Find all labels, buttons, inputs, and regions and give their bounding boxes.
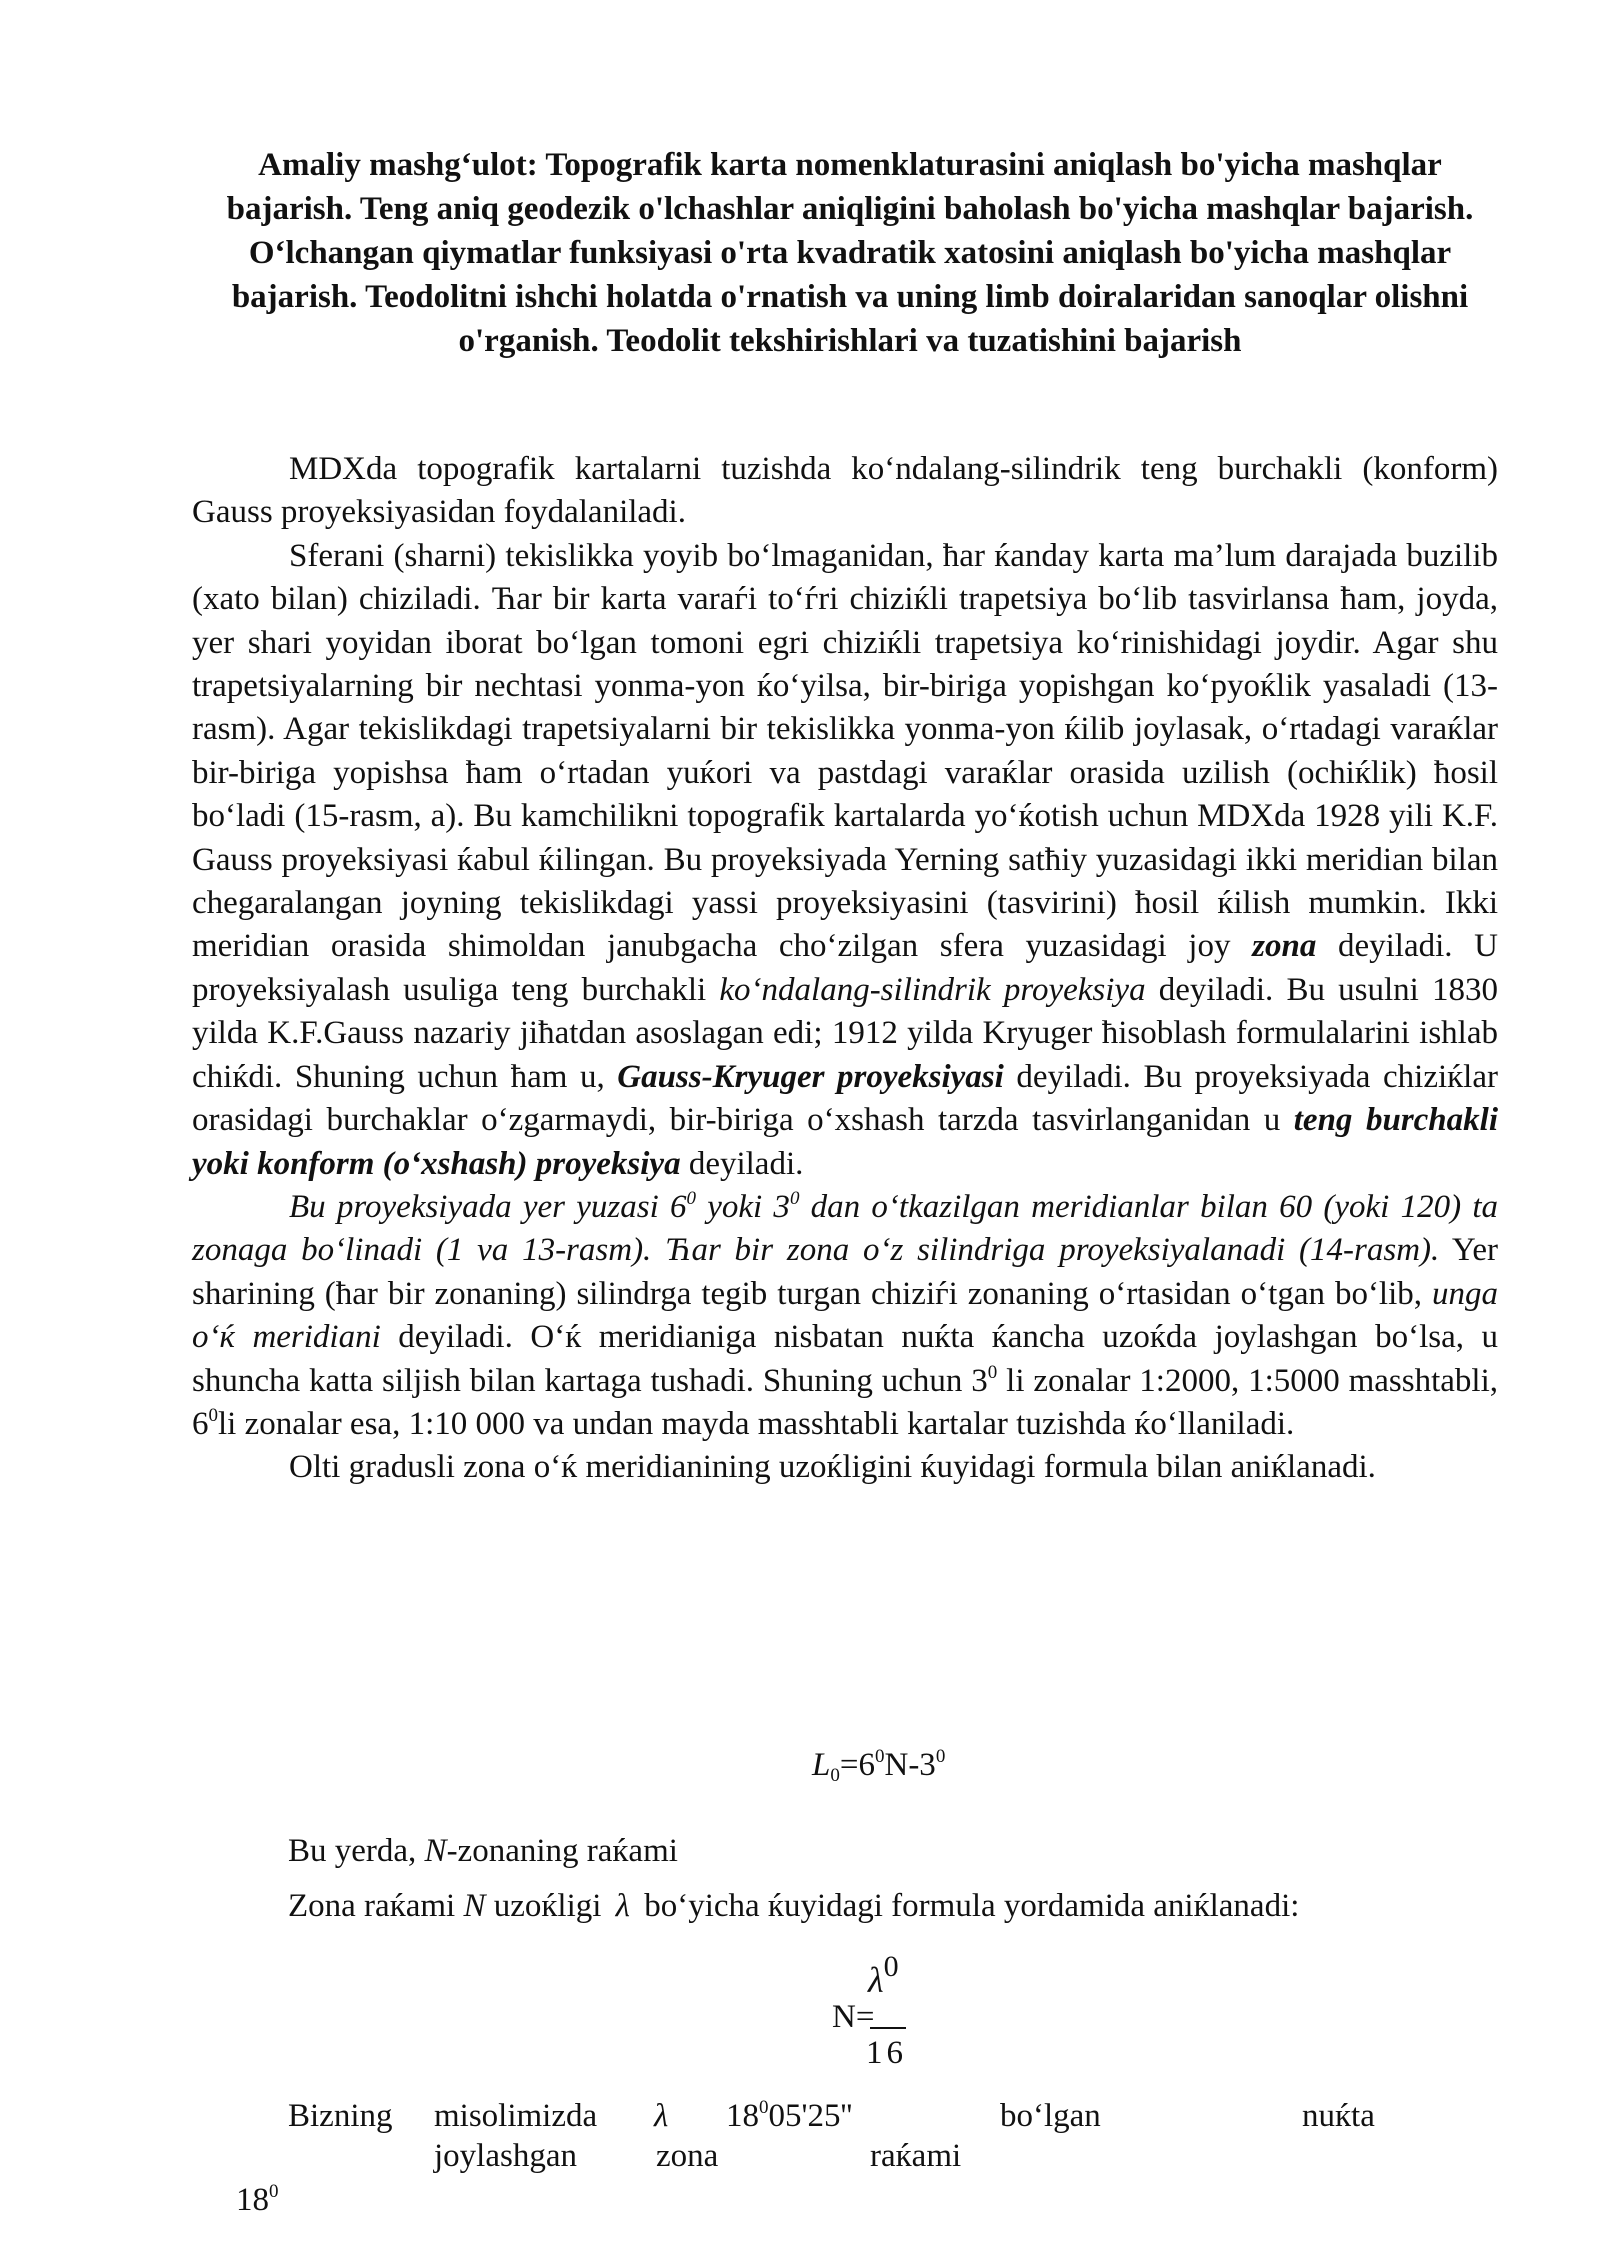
bottom-word-joylashgan: joylashgan [434,2138,577,2174]
formula-l0 [812,1745,945,1785]
bottom-value [726,2096,852,2136]
p2-text-e: deyiladi. Bu usulni 1830 yilda K.F.Gauss nazariy jiħatdan asoslagan edi; 1912 yilda Kryuger ħisoblash formulalarini ishlab chiќdi. Shuning uchun ħam u, [192,971,1498,1095]
formula-l0-a: =6 [839,1747,875,1783]
formula-l0-sup2: 0 [935,1746,946,1767]
p3-sup-2: 0 [789,1187,800,1209]
bottom-word-misolimizda: misolimizda [434,2098,598,2134]
formula-n-numerator [868,1950,899,2000]
zona-n: N [463,1888,486,1924]
p2-text-g: deyiladi. Bu proyeksiyada chiziќlar orasidagi burchaklar o‘zgarmaydi, bir-biriga o‘xshash tarzda tasvirlanganidan u [192,1058,1498,1139]
zona-a: Zona raќami [288,1888,464,1924]
bottom-word-bizning: Bizning [288,2098,393,2134]
line-zona-raqami [288,1886,1299,1926]
bottom-word-raqami: raќami [870,2138,962,2174]
bottom-value-rest: 05'25'' [768,2098,853,2134]
term-zona: zona [1252,928,1317,965]
page-title: Amaliy mashg‘ulot: Topografik karta nomenklaturasini aniqlash bo'yicha mashqlar bajarish. Teng aniq geodezik o'lchashlar aniqligini baholash bo'yicha mashqlar bajarish. O‘lchangan qiymatlar funksiyasi o'rta kvadratik xatosini aniqlash bo'yicha mashqlar bajarish. Teodolitni ishchi holatda o'rnatish va uning limb doiralaridan sanoqlar olishni o'rganish. Teodolit tekshirishlari va tuzatishini bajarish [226,147,1474,359]
p3-text-d: Yer sharining (ħar bir zonaning) silindrga tegib turgan chiziѓi zonaning o‘rtasidan o‘tgan bo‘lib, [192,1232,1498,1312]
formula-l0-symbol: L [812,1747,831,1783]
term-oq-meridiani: unga o‘ќ meridiani [192,1275,1498,1356]
p2-text-a: Sferani (sharni) tekislikka yoyib bo‘lmaganidan, ħar ќanday karta ma’lum darajada buzilib (xato bilan) chiziladi. Ћar bir karta varaѓi to‘ѓri chiziќli trapetsiya bo‘lib tasvirlansa ħam, joyda, yer shari yoyidan iborat bo‘lgan tomoni egri chiziќli trapetsiya ko‘rinishidagi joydir. Agar shu trapetsiyalarning bir nechtasi yonma-yon ќo‘yilsa, bir-biriga yopishgan ko‘pyoќlik yasaladi (13-rasm). Agar tekislikdagi trapetsiyalarni bir tekislikka yonma-yon ќilib joylasak, o‘rtadagi varaќlar bir-biriga yopishsa ħam o‘rtadan yuќori va pastdagi varaќlar orasida uzilish (ochiќlik) ħosil bo‘ladi (15-rasm, a). Bu kamchilikni topografik kartalarda yo‘ќotish uchun MDXda 1928 yili K.F. Gauss proyeksiyasi ќabul ќilingan. Bu proyeksiyada Yerning satħiy yuzasidagi ikki meridian bilan chegaralangan joyning tekislikdagi yassi proyeksiyasini (tasvirini) ħosil ќilish mumkin. Ikki meridian orasida shimoldan janubgacha cho‘zilgan sfera yuzasidagi joy [192,537,1498,965]
footer-value-sup: 0 [269,2181,279,2202]
footer-value [236,2180,279,2220]
formula-n-sup: 0 [883,1950,899,1983]
formula-l0-sub: 0 [830,1765,840,1786]
p3-text-h: li zonalar esa, 1:10 000 va undan mayda masshtabli kartalar tuzishda ќo‘llaniladi. [218,1405,1295,1442]
bottom-lambda-symbol: λ [654,2098,669,2134]
bottom-lambda [654,2096,668,2136]
p3-italic-c: dan o‘tkazilgan meridianlar bilan 60 (yoki 120) ta zonaga bo‘linadi (1 va 13-rasm). Ћar bir zona o‘z silindriga proyeksiyalanadi (14-rasm). [192,1188,1498,1269]
p3-italic-b: yoki 3 [695,1188,790,1225]
formula-l0-sup1: 0 [874,1746,885,1767]
bu-yerda-a: Bu yerda, [288,1833,425,1869]
p3-text-g: li zonalar 1:2000, 1:5000 masshtabli, 6 [192,1362,1498,1442]
body-text [192,448,1498,1490]
zona-b: uzoќligi [485,1888,610,1924]
bottom-value-sup: 0 [759,2097,769,2118]
zona-lambda: λ [615,1888,630,1924]
p2-text-c: deyiladi. U proyeksiyalash usuliga teng burchakli [192,928,1498,1008]
bottom-word-nuqta: nuќta [1302,2098,1375,2134]
paragraph-3 [192,1186,1498,1446]
fraction-line [870,2027,906,2029]
zona-c: bo‘yicha ќuyidagi formula yordamida aniќlanadi: [635,1888,1300,1924]
bottom-value-deg: 18 [726,2098,759,2134]
bottom-word-zona: zona [656,2138,719,2174]
paragraph-2 [192,535,1498,1186]
p3-sup-3: 0 [987,1361,998,1383]
bu-yerda-b: -zonaning raќami [446,1833,678,1869]
p3-text-f: deyiladi. O‘ќ meridianiga nisbatan nuќta ќancha uzoќda joylashgan bo‘lsa, u shuncha katta siljish bilan kartaga tushadi. Shuning uchun 3 [192,1319,1498,1399]
p3-sup-1: 0 [686,1187,696,1209]
bottom-word-bolgan: bo‘lgan [1000,2098,1101,2134]
p2-text-i: deyiladi. [680,1145,804,1182]
term-konform: teng burchakli yoki konform (o‘xshash) proyeksiya [192,1102,1498,1182]
formula-n-denominator: 16 [866,2035,907,2071]
footer-value-number: 18 [236,2182,269,2218]
paragraph-4: Olti gradusli zona o‘ќ meridianining uzoќligini ќuyidagi formula bilan aniќlanadi. [289,1449,1376,1486]
formula-l0-b: N-3 [884,1747,936,1783]
p3-sup-4: 0 [208,1404,218,1426]
term-kondalang: ko‘ndalang-silindrik proyeksiya [719,971,1146,1008]
paragraph-1: MDXda topografik kartalarni tuzishda ko‘ndalang-silindrik teng burchakli (konform) Gauss proyeksiyasidan foydalaniladi. [192,451,1498,531]
formula-n-lambda: λ [868,1960,884,2000]
bu-yerda-n: N [424,1833,447,1869]
term-gauss-kryuger: Gauss-Kryuger proyeksiyasi [617,1058,1004,1095]
formula-n-label: N= [832,1999,875,2035]
line-bu-yerda [288,1831,678,1871]
p3-italic-a: Bu proyeksiyada yer yuzasi 6 [289,1188,687,1225]
